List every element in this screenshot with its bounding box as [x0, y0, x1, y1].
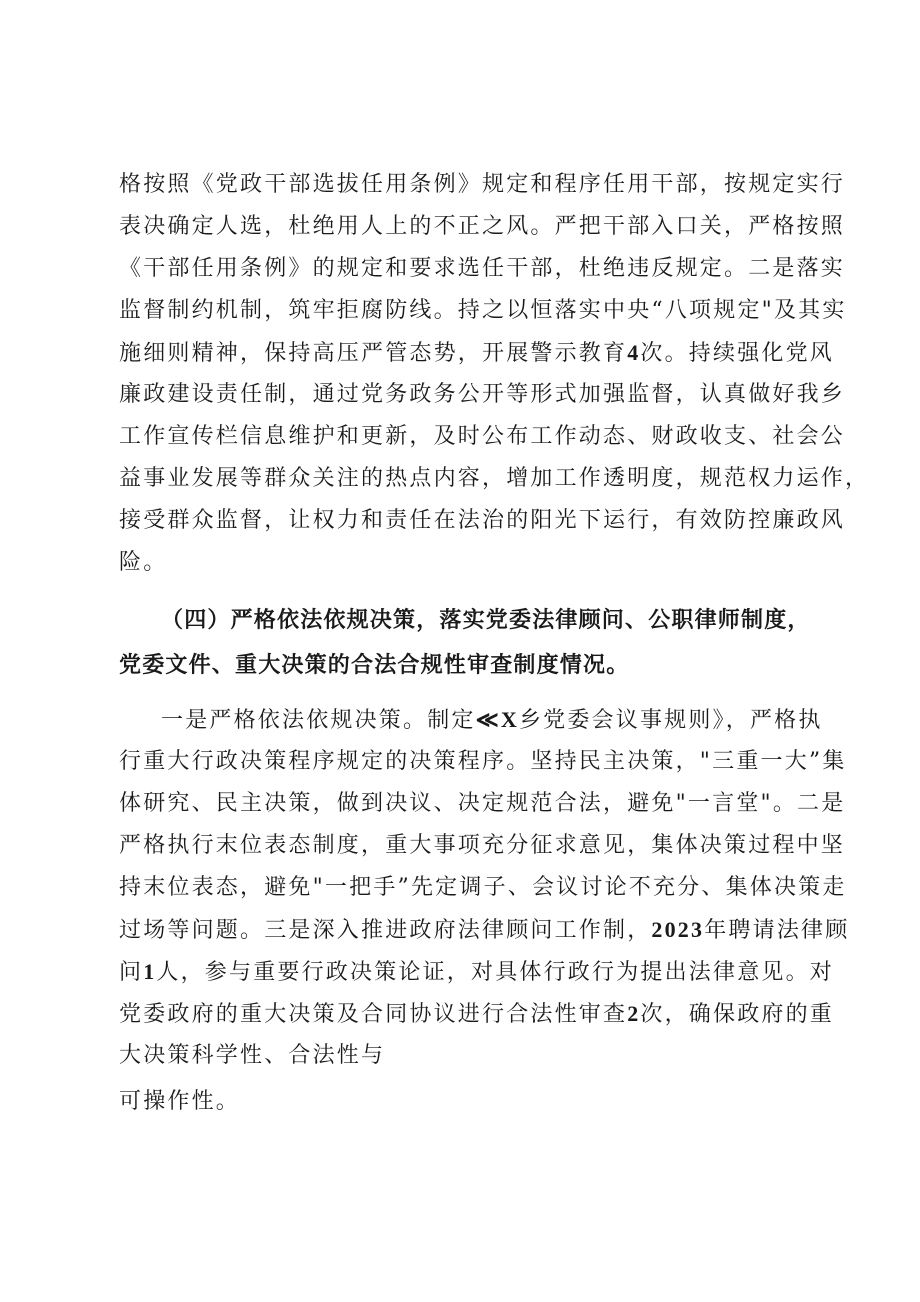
text-line: 可操作性。	[119, 1089, 241, 1114]
text-line: 工作宣传栏信息维护和更新，及时公布工作动态、财政收支、社会公	[119, 424, 846, 449]
text-segment: 年聘请法律顾	[704, 918, 850, 943]
number-value: 2023	[651, 917, 705, 942]
number-value: 4	[627, 340, 641, 365]
text-line	[119, 999, 835, 1030]
text-line: 大决策科学性、合法性与	[119, 1043, 386, 1068]
section-heading: 党委文件、重大决策的合法合规性审查制度情况。	[119, 652, 630, 678]
text-line: 监督制约机制，筑牢拒腐防线。持之以恒落实中央“八项规定"及其实	[119, 298, 847, 323]
text-segment: 人，参与重要行政决策论证，对具体行政行为提出法律意见。对	[156, 960, 835, 985]
text-line: 《干部任用条例》的规定和要求选任干部，杜绝违反规定。二是落实	[119, 256, 846, 281]
text-segment: 过场等问题。三是深入推进政府法律顾问工作制，	[119, 918, 652, 943]
text-segment: 乡党委会议事规则》，严格执	[518, 708, 823, 733]
text-line: 严格执行末位表态制度，重大事项充分征求意见，集体决策过程中坚	[119, 833, 846, 858]
bold-segment: ≪X	[475, 707, 519, 732]
text-segment: 次，确保政府的重	[640, 1002, 835, 1027]
text-segment: 一是严格依法依规决策。制定	[161, 708, 476, 733]
text-segment: 次。持续强化党风	[640, 341, 835, 366]
section-heading: （四）严格依法依规决策，落实党委法律顾问、公职律师制度，	[161, 607, 811, 633]
text-segment: 施细则精神，保持高压严管态势，开展警示教育	[119, 341, 628, 366]
text-line	[119, 915, 850, 946]
text-line: 行重大行政决策程序规定的决策程序。坚持民主决策，"三重一大”集	[119, 749, 847, 774]
text-line: 接受群众监督，让权力和责任在法治的阳光下运行，有效防控廉政风	[119, 508, 846, 533]
text-line: 格按照《党政干部选拔任用条例》规定和程序任用干部，按规定实行	[119, 172, 846, 197]
text-line: 表决确定人选，杜绝用人上的不正之风。严把干部入口关，严格按照	[119, 214, 846, 239]
text-segment: 问	[119, 960, 144, 985]
text-line: 廉政建设责任制，通过党务政务公开等形式加强监督，认真做好我乡	[119, 382, 846, 407]
text-line	[119, 338, 835, 369]
text-line: 持末位表态，避免"一把手”先定调子、会议讨论不充分、集体决策走	[119, 875, 847, 900]
text-line	[119, 957, 835, 988]
number-value: 2	[627, 1001, 641, 1026]
text-line: 险。	[119, 550, 168, 575]
text-segment: 党委政府的重大决策及合同协议进行合法性审查	[119, 1002, 628, 1027]
text-line: 体研究、民主决策，做到决议、决定规范合法，避免"一言堂"。二是	[119, 791, 846, 816]
text-line: 益事业发展等群众关注的热点内容，增加工作透明度，规范权力运作，	[119, 466, 870, 491]
text-line	[161, 705, 861, 736]
number-value: 1	[143, 959, 157, 984]
